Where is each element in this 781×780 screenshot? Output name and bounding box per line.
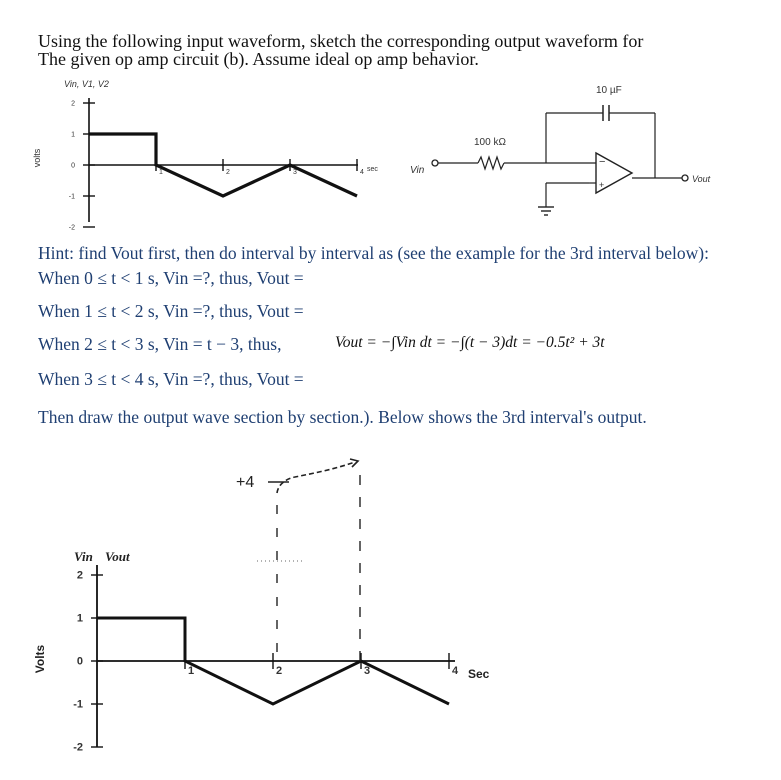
hint-row-1: When 0 ≤ t < 1 s, Vin =?, thus, Vout = (38, 268, 304, 288)
hint-outro: Then draw the output wave section by section.). Below shows the 3rd interval's output. (38, 407, 647, 427)
resistor-symbol (478, 157, 504, 169)
y-tick-label: 1 (76, 612, 83, 625)
integrator-circuit (400, 75, 781, 235)
x-tick-label: 2 (276, 665, 283, 677)
question-line-1: Using the following input waveform, sketch the corresponding output waveform for (38, 31, 644, 51)
capacitor-label: 10 µF (596, 85, 622, 96)
y-tick-label: 1 (71, 131, 75, 139)
x-tick-label: 1 (188, 665, 195, 677)
op-amp-plus: + (599, 180, 605, 190)
y-tick-label: 0 (71, 162, 75, 170)
y-tick-label: 2 (71, 100, 75, 108)
top-x-ticks (156, 159, 364, 176)
bottom-legend-vout: Vout (105, 549, 130, 564)
top-xunit: sec (367, 166, 378, 173)
vout-3rd-interval-curve (277, 462, 355, 493)
hint-intro: Hint: find Vout first, then do interval by interval as (see the example for the 3rd interval below): (38, 243, 709, 263)
bottom-y-ticks (73, 570, 103, 754)
y-tick-label: -2 (73, 741, 83, 754)
bottom-legend-vin: Vin (74, 549, 93, 564)
vout-terminal (682, 175, 688, 181)
vin-terminal (432, 160, 438, 166)
op-amp-minus: − (599, 156, 606, 168)
x-tick-label: 3 (364, 665, 371, 677)
hint-integral-formula: Vout = −∫Vin dt = −∫(t − 3)dt = −0.5t² + 3t (335, 334, 605, 351)
resistor-label: 100 kΩ (474, 137, 506, 148)
top-ylabel: volts (32, 148, 42, 168)
y-tick-label: -2 (68, 224, 75, 232)
top-y-ticks (69, 100, 95, 231)
x-tick-label: 4 (360, 169, 364, 176)
y-tick-label: -1 (73, 698, 83, 711)
top-legend: Vin, V1, V2 (64, 79, 109, 89)
y-tick-label: 2 (76, 569, 83, 582)
x-tick-label: 4 (452, 665, 459, 677)
vout-annotation-plus4: +4 (236, 474, 255, 491)
x-tick-label: 1 (159, 169, 163, 176)
top-waveform-graph (0, 70, 400, 235)
bottom-xunit: Sec (468, 667, 490, 681)
hint-row-3: When 2 ≤ t < 3 s, Vin = t − 3, thus, (38, 334, 282, 354)
vin-label: Vin (410, 165, 425, 176)
vout-label: Vout (692, 174, 711, 184)
question-line-2: The given op amp circuit (b). Assume ideal op amp behavior. (38, 49, 479, 69)
x-tick-label: 2 (226, 169, 230, 176)
bottom-ylabel: Volts (33, 644, 47, 674)
bottom-output-graph (0, 445, 520, 780)
hint-row-4: When 3 ≤ t < 4 s, Vin =?, thus, Vout = (38, 369, 304, 389)
y-tick-label: 0 (76, 655, 83, 668)
x-tick-label: 3 (293, 169, 297, 176)
hint-row-2: When 1 ≤ t < 2 s, Vin =?, thus, Vout = (38, 301, 304, 321)
y-tick-label: -1 (68, 193, 75, 201)
bottom-x-ticks (185, 653, 459, 677)
